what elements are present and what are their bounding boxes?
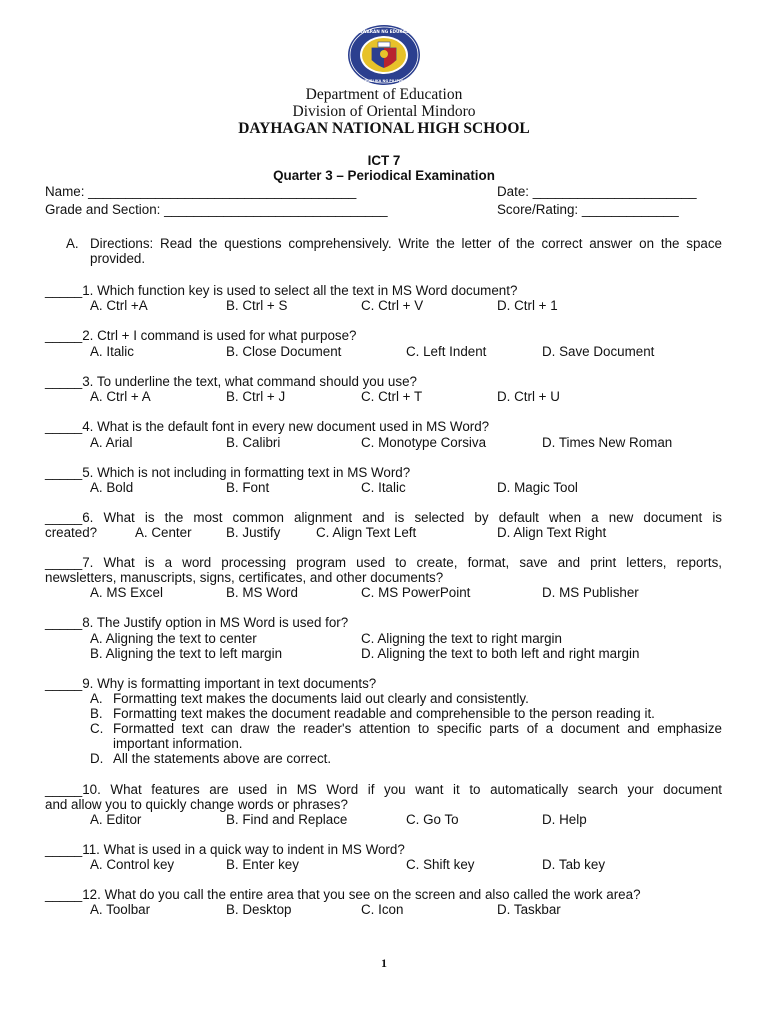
question-12: _____12. What do you call the entire area that you see on the screen and also called the work area? bbox=[45, 887, 641, 902]
q12-option-a: A. Toolbar bbox=[90, 902, 151, 917]
q6-option-c: C. Align Text Left bbox=[316, 525, 417, 540]
question-6-line2: created? bbox=[45, 525, 98, 540]
q8-option-c: C. Aligning the text to right margin bbox=[361, 631, 562, 646]
q2-option-d: D. Save Document bbox=[542, 344, 655, 359]
q4-option-c: C. Monotype Corsiva bbox=[361, 435, 487, 450]
question-9: _____9. Why is formatting important in text documents? bbox=[45, 676, 377, 691]
q9-option-c: Formatted text can draw the reader's attention to specific parts of a document and emphasize important information. bbox=[113, 721, 722, 751]
q8-option-b: B. Aligning the text to left margin bbox=[90, 646, 283, 661]
division-name: Division of Oriental Mindoro bbox=[292, 103, 476, 120]
directions-letter: A. bbox=[66, 236, 79, 251]
q1-option-c: C. Ctrl + V bbox=[361, 298, 424, 313]
q5-option-c: C. Italic bbox=[361, 480, 406, 495]
q11-option-b: B. Enter key bbox=[226, 857, 299, 872]
q7-option-b: B. MS Word bbox=[226, 585, 298, 600]
question-11: _____11. What is used in a quick way to indent in MS Word? bbox=[45, 842, 405, 857]
question-1: _____1. Which function key is used to select all the text in MS Word document? bbox=[45, 283, 518, 298]
q9-option-c-letter: C. bbox=[90, 721, 104, 736]
q9-option-a: Formatting text makes the documents laid out clearly and consistently. bbox=[113, 691, 529, 706]
q6-option-b: B. Justify bbox=[226, 525, 281, 540]
question-10-line2: and allow you to quickly change words or phrases? bbox=[45, 797, 348, 812]
q4-option-d: D. Times New Roman bbox=[542, 435, 673, 450]
q3-option-c: C. Ctrl + T bbox=[361, 389, 423, 404]
question-7-line1: _____7. What is a word processing program used to create, format, save and print letters, reports, bbox=[45, 555, 722, 570]
grade-section-field[interactable]: Grade and Section: ______________________________ bbox=[45, 202, 388, 217]
score-field[interactable]: Score/Rating: _____________ bbox=[497, 202, 679, 217]
q5-option-a: A. Bold bbox=[90, 480, 134, 495]
q9-option-b: Formatting text makes the document readable and comprehensible to the person reading it. bbox=[113, 706, 655, 721]
q1-option-b: B. Ctrl + S bbox=[226, 298, 288, 313]
subject-title: ICT 7 bbox=[367, 153, 401, 168]
question-7-line2: newsletters, manuscripts, signs, certificates, and other documents? bbox=[45, 570, 444, 585]
q11-option-d: D. Tab key bbox=[542, 857, 606, 872]
q6-option-a: A. Center bbox=[135, 525, 192, 540]
q2-option-a: A. Italic bbox=[90, 344, 134, 359]
q9-option-d-letter: D. bbox=[90, 751, 104, 766]
department-name: Department of Education bbox=[305, 86, 463, 103]
deped-seal-graphic bbox=[347, 24, 421, 86]
q10-option-a: A. Editor bbox=[90, 812, 142, 827]
q9-option-a-letter: A. bbox=[90, 691, 103, 706]
q2-option-c: C. Left Indent bbox=[406, 344, 487, 359]
q4-option-a: A. Arial bbox=[90, 435, 133, 450]
q3-option-b: B. Ctrl + J bbox=[226, 389, 286, 404]
question-10-line1: _____10. What features are used in MS Word if you want it to automatically search your document bbox=[45, 782, 722, 797]
question-6-line1: _____6. What is the most common alignment and is selected by default when a new document is bbox=[45, 510, 722, 525]
seal-text-bottom: REPUBLIKA NG PILIPINAS bbox=[359, 79, 409, 83]
date-field[interactable]: Date: ______________________ bbox=[497, 184, 697, 199]
q12-option-d: D. Taskbar bbox=[497, 902, 561, 917]
question-3: _____3. To underline the text, what command should you use? bbox=[45, 374, 417, 389]
q2-option-b: B. Close Document bbox=[226, 344, 342, 359]
page-number: 1 bbox=[381, 956, 387, 970]
question-5: _____5. Which is not including in formatting text in MS Word? bbox=[45, 465, 411, 480]
q8-option-a: A. Aligning the text to center bbox=[90, 631, 257, 646]
seal-text-top: KAGAWARAN NG EDUKASYON bbox=[349, 29, 419, 34]
q1-option-d: D. Ctrl + 1 bbox=[497, 298, 558, 313]
q8-option-d: D. Aligning the text to both left and right margin bbox=[361, 646, 640, 661]
q6-option-d: D. Align Text Right bbox=[497, 525, 607, 540]
q7-option-a: A. MS Excel bbox=[90, 585, 163, 600]
q12-option-b: B. Desktop bbox=[226, 902, 292, 917]
q7-option-d: D. MS Publisher bbox=[542, 585, 639, 600]
q1-option-a: A. Ctrl +A bbox=[90, 298, 148, 313]
q10-option-b: B. Find and Replace bbox=[226, 812, 348, 827]
q5-option-d: D. Magic Tool bbox=[497, 480, 578, 495]
question-8: _____8. The Justify option in MS Word is used for? bbox=[45, 615, 349, 630]
q10-option-d: D. Help bbox=[542, 812, 587, 827]
q4-option-b: B. Calibri bbox=[226, 435, 281, 450]
q3-option-a: A. Ctrl + A bbox=[90, 389, 151, 404]
q11-option-c: C. Shift key bbox=[406, 857, 475, 872]
q3-option-d: D. Ctrl + U bbox=[497, 389, 560, 404]
school-name: DAYHAGAN NATIONAL HIGH SCHOOL bbox=[238, 120, 530, 137]
exam-title: Quarter 3 – Periodical Examination bbox=[273, 168, 495, 183]
question-4: _____4. What is the default font in every new document used in MS Word? bbox=[45, 419, 490, 434]
q7-option-c: C. MS PowerPoint bbox=[361, 585, 471, 600]
q9-option-b-letter: B. bbox=[90, 706, 103, 721]
q11-option-a: A. Control key bbox=[90, 857, 175, 872]
q5-option-b: B. Font bbox=[226, 480, 270, 495]
deped-seal bbox=[347, 24, 421, 86]
question-2: _____2. Ctrl + I command is used for what purpose? bbox=[45, 328, 357, 343]
q12-option-c: C. Icon bbox=[361, 902, 404, 917]
name-field[interactable]: Name: ____________________________________ bbox=[45, 184, 357, 199]
q10-option-c: C. Go To bbox=[406, 812, 459, 827]
directions-text: Directions: Read the questions comprehensively. Write the letter of the correct answer on the space provided. bbox=[90, 236, 722, 266]
q9-option-d: All the statements above are correct. bbox=[113, 751, 332, 766]
